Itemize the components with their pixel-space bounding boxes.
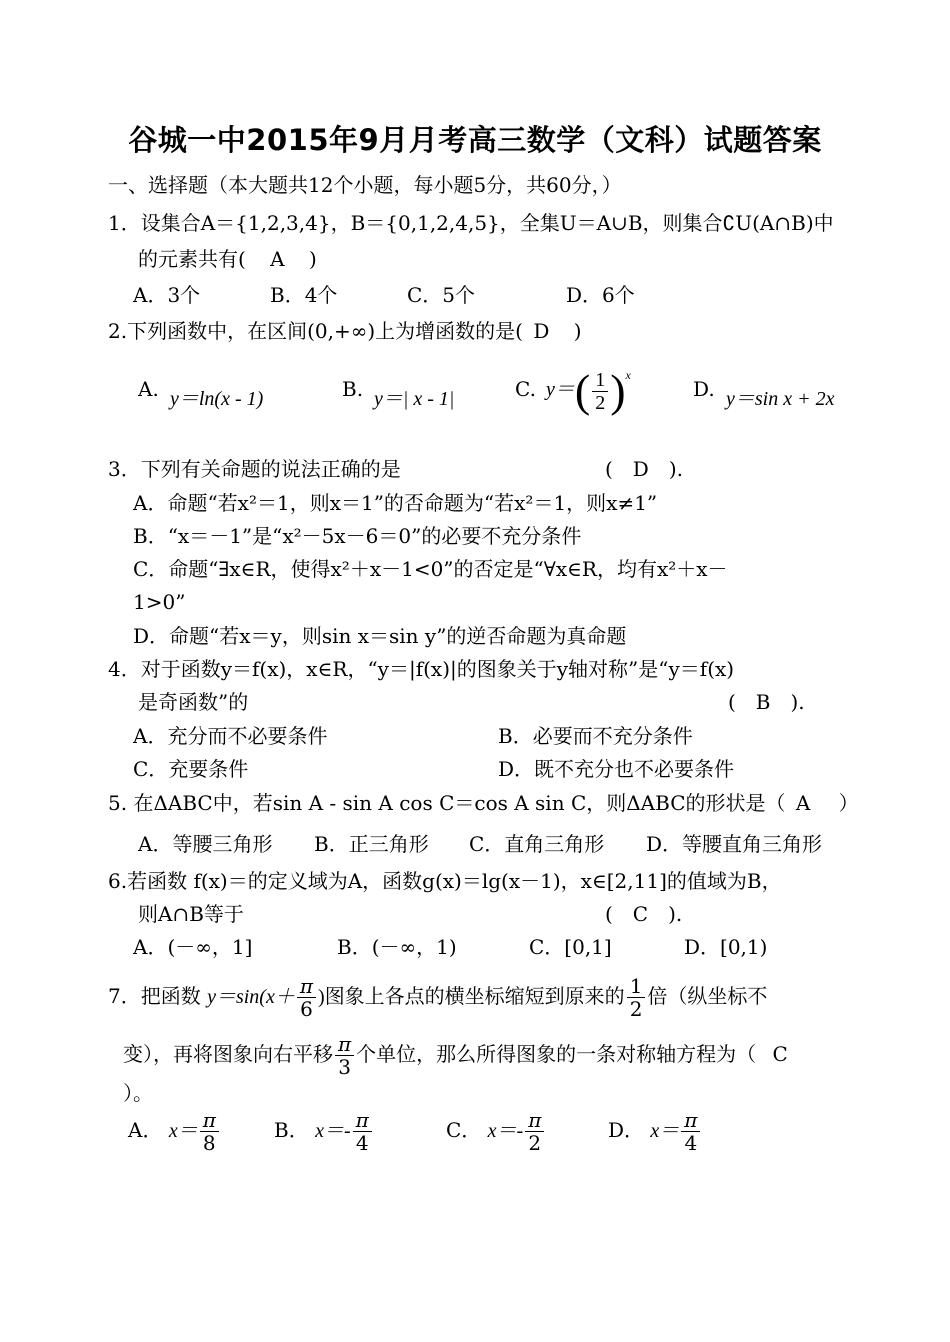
q2-stem-post: )	[573, 319, 582, 343]
q4-option-d: D．既不充分也不必要条件	[498, 757, 735, 781]
q7-half-fraction	[627, 975, 646, 1020]
q6-stem-line1: 6.若函数 f(x)＝的定义域为A，函数g(x)＝lg(x－1)，x∈[2,11]的值域为B，	[108, 869, 782, 893]
right-paren: )	[610, 365, 626, 416]
q7-option-d-label: D．	[608, 1118, 645, 1142]
q7-option-c	[446, 1108, 546, 1154]
q4-stem-line1: 4．对于函数y＝f(x)，x∈R，“y＝|f(x)|的图象关于y轴对称”是“y＝f(x)	[108, 657, 735, 681]
q2-option-c-pre: y＝	[546, 378, 575, 401]
q7-tail1: 倍（纵坐标不	[647, 984, 768, 1008]
q2-stem	[108, 318, 582, 344]
q6-answer: ( C ).	[605, 902, 683, 926]
q5-stem-text: 5. 在ΔABC中，若sin A - sin A cos C＝cos A sin C，则ΔABC的形状是（	[108, 791, 786, 815]
q7-option-c-num: π	[525, 1109, 544, 1132]
q7-option-b-label: B．	[274, 1118, 309, 1142]
q2-option-c-fraction	[592, 369, 608, 414]
q5-answer: A	[795, 791, 811, 815]
q7-half-num: 1	[627, 975, 646, 998]
q7-option-d	[608, 1108, 702, 1154]
q3-option-a: A．命题“若x²＝1，则x＝1”的否命题为“若x²＝1，则x≠1”	[133, 491, 658, 515]
q3-answer: ( D ).	[605, 457, 683, 481]
q4-answer: ( B ).	[728, 690, 805, 714]
q7-mid: 图象上各点的横坐标缩短到原来的	[324, 984, 625, 1008]
q6-option-a: A．(－∞，1]	[133, 935, 253, 959]
q7-option-b	[274, 1108, 374, 1154]
q7-func-post: )	[318, 986, 325, 1008]
q2-answer: D	[533, 319, 550, 343]
q1-stem-pre: 的元素共有(	[138, 247, 246, 271]
q2-option-d-label: D.	[693, 377, 715, 401]
q4-stem-line2: 是奇函数”的	[138, 690, 249, 714]
q5-option-b: B．正三角形	[314, 832, 429, 856]
q7-shift-fraction	[335, 1033, 354, 1078]
q5-stem-post: ）	[838, 791, 859, 815]
q7-func-den: 6	[300, 997, 313, 1021]
q7-stem-line2	[123, 1032, 788, 1078]
q2-stem-pre: 2.下列函数中，在区间(0,+∞)上为增函数的是(	[108, 319, 523, 343]
q7-option-a-pre: x＝	[168, 1120, 198, 1142]
q6-option-b: B．(－∞，1)	[337, 935, 457, 959]
q7-option-a-den: 8	[202, 1131, 216, 1155]
q7-option-a-label: A．	[128, 1118, 163, 1142]
q7-option-b-fraction	[353, 1109, 372, 1154]
q7-option-a	[128, 1108, 221, 1154]
q7-option-b-den: 4	[355, 1131, 369, 1155]
q7-stem-line3: ）。	[123, 1081, 153, 1105]
q2-option-a-label: A.	[138, 377, 159, 401]
q7-option-d-pre: x＝	[650, 1120, 680, 1142]
q4-option-a: A．充分而不必要条件	[133, 724, 328, 748]
q2-option-c-exp: x	[625, 368, 631, 382]
q7-stem-line1	[108, 974, 767, 1020]
q5-option-a: A．等腰三角形	[138, 832, 273, 856]
q2-option-c	[546, 365, 631, 416]
q6-stem-line2: 则A∩B等于	[138, 902, 244, 926]
q1-stem-post: )	[308, 247, 317, 271]
q2-option-d: y＝sin x + 2x	[726, 388, 835, 410]
page-title: 谷城一中2015年9月月考高三数学（文科）试题答案	[128, 123, 822, 157]
q7-option-a-num: π	[200, 1109, 219, 1132]
q1-stem-line2	[138, 246, 317, 272]
q3-option-d: D．命题“若x＝y，则sin x＝sin y”的逆否命题为真命题	[133, 624, 627, 648]
q3-stem: 3．下列有关命题的说法正确的是	[108, 457, 401, 481]
q5-option-d: D．等腰直角三角形	[646, 832, 823, 856]
q7-half-den: 2	[629, 997, 643, 1021]
q6-option-c: C．[0,1]	[529, 935, 612, 959]
q5-option-c: C．直角三角形	[469, 832, 605, 856]
q7-answer: C	[772, 1042, 788, 1066]
q4-option-c: C．充要条件	[133, 757, 249, 781]
q7-option-d-num: π	[681, 1109, 700, 1132]
q7-shift-den: 3	[338, 1055, 351, 1079]
q7-line2-pre: 变），再将图象向右平移	[123, 1042, 333, 1066]
q7-func-fraction	[297, 975, 316, 1020]
q2-option-b-label: B.	[342, 377, 364, 401]
q6-option-d: D．[0,1)	[684, 935, 768, 959]
q7-option-c-den: 2	[528, 1131, 542, 1155]
q7-option-c-fraction	[525, 1109, 544, 1154]
q4-option-b: B．必要而不充分条件	[498, 724, 693, 748]
q1-option-c: C．5个	[407, 283, 476, 307]
q7-option-a-fraction	[200, 1109, 219, 1154]
q3-option-b: B．“x＝－1”是“x²－5x－6＝0”的必要不充分条件	[133, 524, 582, 548]
q1-option-a: A．3个	[133, 283, 201, 307]
q1-option-b: B．4个	[270, 283, 338, 307]
q3-option-c-line2: 1>0”	[133, 590, 186, 614]
q2-option-a: y＝ln(x - 1)	[170, 388, 264, 410]
q2-option-c-label: C.	[515, 377, 536, 401]
q2-option-c-den: 2	[595, 391, 606, 414]
q7-func-num: π	[297, 975, 316, 998]
q5-stem	[108, 790, 859, 816]
q2-option-b: y＝| x - 1|	[374, 388, 455, 410]
q1-answer: A	[270, 247, 285, 271]
q7-shift-num: π	[335, 1033, 354, 1056]
q7-option-c-label: C．	[446, 1118, 482, 1142]
q3-option-c-line1: C．命题“∃x∈R，使得x²＋x－1<0”的否定是“∀x∈R，均有x²＋x－	[133, 557, 728, 581]
section-heading: 一、选择题（本大题共12个小题，每小题5分，共60分，）	[108, 173, 622, 197]
q7-func: y＝sin(x＋	[207, 986, 295, 1008]
q7-option-b-pre: x＝-	[315, 1120, 351, 1142]
q7-option-c-pre: x＝-	[487, 1120, 524, 1142]
q7-option-d-fraction	[681, 1109, 700, 1154]
q7-pre: 7．把函数	[108, 984, 201, 1008]
q1-option-d: D．6个	[566, 283, 635, 307]
q1-stem-line1: 1．设集合A＝{1,2,3,4}，B＝{0,1,2,4,5}，全集U＝A∪B，则集合∁U(A∩B)中	[108, 211, 834, 235]
q7-option-d-den: 4	[684, 1131, 698, 1155]
q2-option-c-num: 1	[592, 369, 608, 392]
left-paren: (	[574, 365, 591, 416]
q7-line2-post: 个单位，那么所得图象的一条对称轴方程为（	[356, 1042, 757, 1066]
q7-option-b-num: π	[353, 1109, 372, 1132]
